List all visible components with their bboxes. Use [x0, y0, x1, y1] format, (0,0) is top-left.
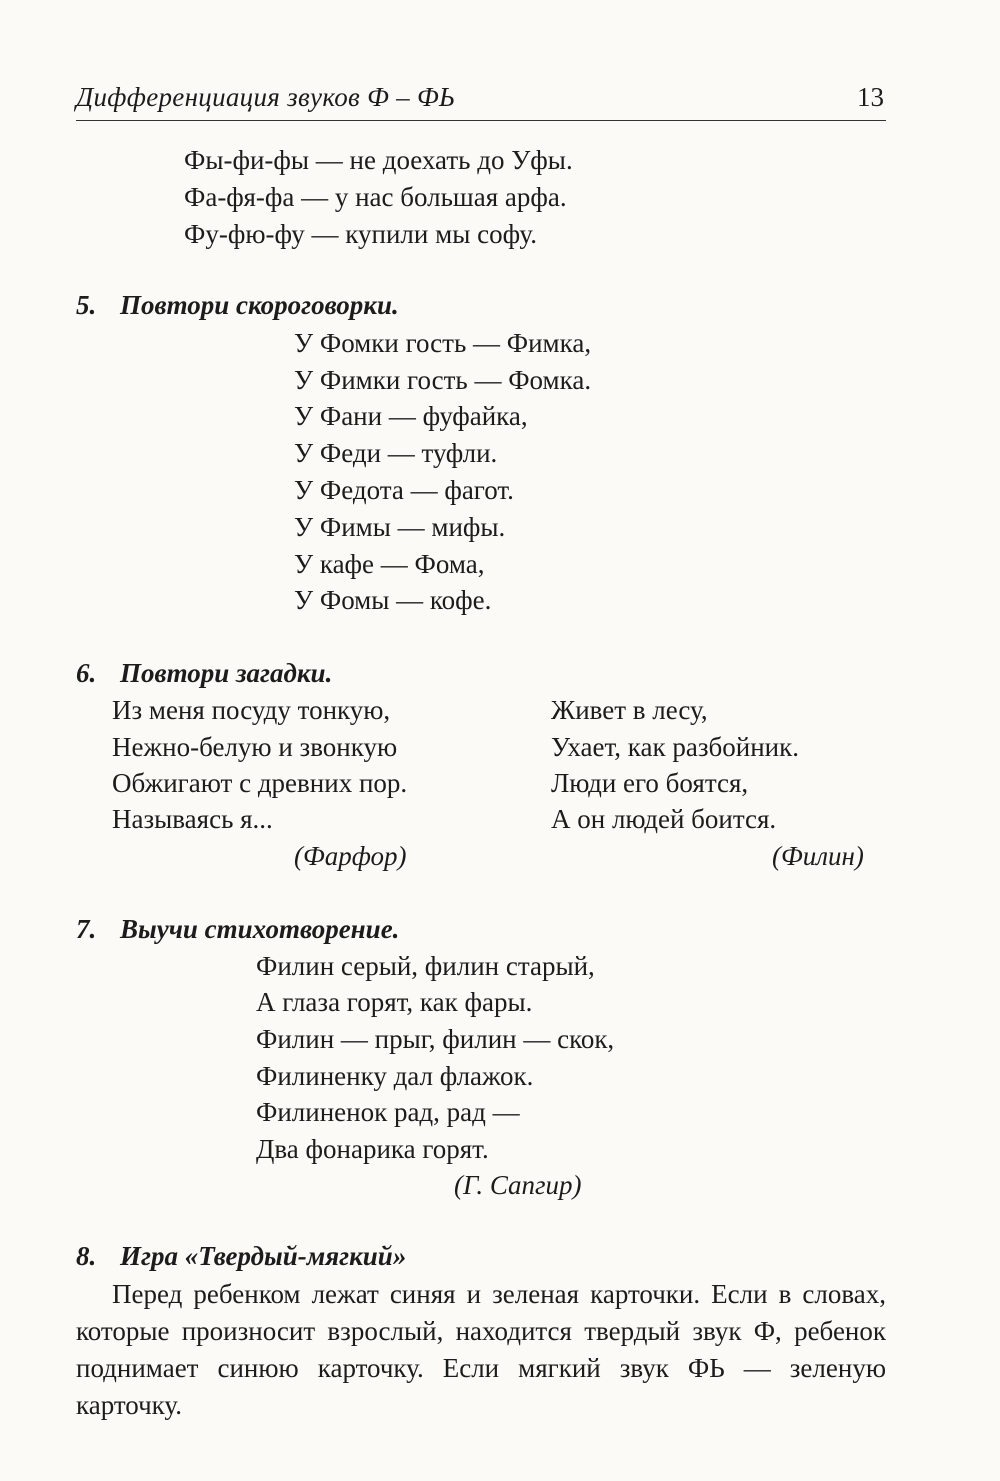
section-number: 8.: [76, 1241, 97, 1271]
header-title: Дифференциация звуков Ф – ФЬ: [76, 82, 456, 112]
tongue-twister-line: У Фомы — кофе.: [294, 585, 492, 615]
tongue-twister-line: У Фомки гость — Фимка,: [294, 328, 592, 358]
section-title: Повтори скороговорки.: [120, 290, 399, 320]
tongue-twister-line: У Феди — туфли.: [294, 438, 498, 468]
tongue-twister-line: У кафе — Фома,: [294, 549, 485, 579]
section-number: 5.: [76, 290, 97, 320]
tongue-twister-line: У Фимки гость — Фомка.: [294, 365, 592, 395]
riddle-1-line: Обжигают с древних пор.: [112, 768, 408, 798]
tongue-twister-line: У Фимы — мифы.: [294, 512, 506, 542]
section-6-heading: [76, 660, 332, 687]
poem-line: Два фонарика горят.: [256, 1134, 489, 1164]
section-7-heading: [76, 916, 399, 943]
poem-author: (Г. Сапгир): [454, 1170, 582, 1200]
riddle-2-line: А он людей боится.: [551, 804, 777, 834]
poem-line: Филин — прыг, филин — скок,: [256, 1024, 615, 1054]
section-number: 6.: [76, 658, 97, 688]
section-title: Выучи стихотворение.: [120, 914, 400, 944]
section-5-heading: [76, 292, 399, 319]
poem-line: Филиненок рад, рад —: [256, 1097, 520, 1127]
riddle-1-line: Нежно-белую и звонкую: [112, 732, 398, 762]
poem-line: А глаза горят, как фары.: [256, 987, 533, 1017]
poem-line: Филин серый, филин старый,: [256, 951, 595, 981]
riddle-2-line: Живет в лесу,: [551, 695, 708, 725]
riddle-1-line: Называясь я...: [112, 804, 273, 834]
intro-line: Фы-фи-фы — не доехать до Уфы.: [184, 145, 573, 175]
riddle-2-line: Ухает, как разбойник.: [551, 732, 799, 762]
poem-line: Филиненку дал флажок.: [256, 1061, 534, 1091]
section-number: 7.: [76, 914, 97, 944]
game-description: Перед ребенком лежат синяя и зеленая карточки. Если в словах, которые произносит взрослый, находится твердый звук Ф, ребенок поднимает синюю карточку. Если мягкий звук ФЬ — зеленую карточку.: [76, 1279, 886, 1420]
section-8-heading: [76, 1243, 406, 1270]
riddle-2-line: Люди его боятся,: [551, 768, 749, 798]
section-title: Повтори загадки.: [120, 658, 333, 688]
tongue-twister-line: У Фани — фуфайка,: [294, 401, 528, 431]
running-header: [76, 76, 886, 121]
section-title: Игра «Твердый-мягкий»: [120, 1241, 407, 1271]
riddle-2-answer: (Филин): [772, 841, 864, 871]
riddle-1-answer: (Фарфор): [294, 841, 407, 871]
intro-line: Фу-фю-фу — купили мы софу.: [184, 219, 537, 249]
intro-line: Фа-фя-фа — у нас большая арфа.: [184, 182, 567, 212]
tongue-twister-line: У Федота — фагот.: [294, 475, 514, 505]
page-number: 13: [857, 82, 884, 112]
riddle-1-line: Из меня посуду тонкую,: [112, 695, 391, 725]
